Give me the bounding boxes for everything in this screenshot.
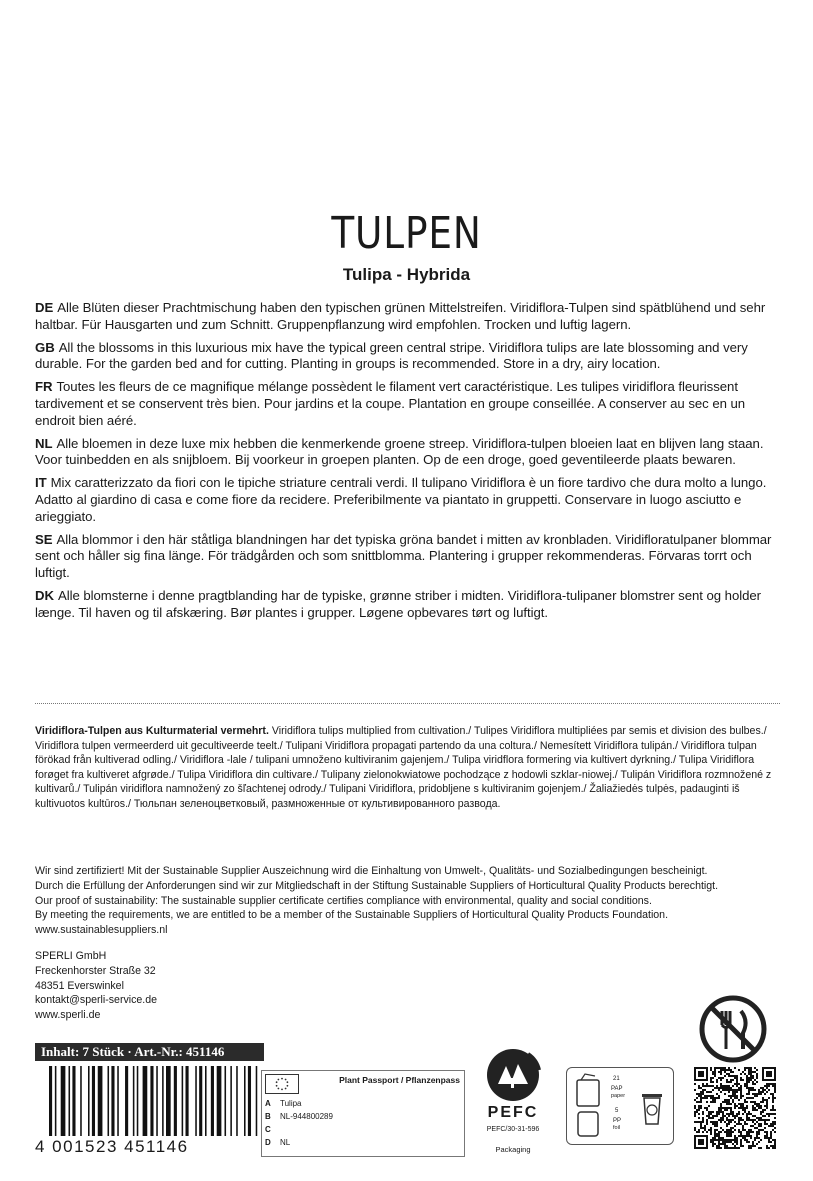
description-text: Alle Blüten dieser Prachtmischung haben den typischen grünen Mittelstreifen. Viridiflora-Tulpen sind spätblühend und sehr haltbar. Für Hausgarten und zum Schnitt. Gruppenpflanzung wird empfohlen. Trocken und luftig lagern. [35,300,766,332]
lang-code: NL [35,435,53,451]
recycling-info [566,1067,674,1145]
foil-label: foil [613,1125,621,1131]
paper-label: paper [611,1093,626,1099]
pefc-code: PEFC/30-31-596 [486,1126,540,1133]
pefc-logo-icon [478,1040,548,1110]
barcode-number: 4 001523 451146 [35,1137,189,1156]
passport-row: A Tulipa [265,1099,302,1108]
certification-block [35,864,780,938]
pefc-caption: Packaging [495,1145,531,1154]
propagation-bold: Viridiflora-Tulpen aus Kulturmaterial vermehrt. [35,725,269,737]
lang-code: DK [35,587,54,603]
plant-passport-title: Plant Passport / Pflanzenpass [339,1075,460,1085]
bag-icon [573,1072,603,1140]
pp-number: 5 [615,1108,619,1114]
lang-code: FR [35,379,53,395]
eu-flag-icon [265,1074,299,1094]
recycle-bin-icon [639,1088,665,1128]
product-subtitle: Tulipa - Hybrida [342,265,471,284]
description-text: Toutes les fleurs de ce magnifique mélange possèdent le filament vert caractéristique. Les tulipes viridiflora fleurissent tardivement et se conservent très bien. Pour jardins et la coupe. Plantation en groupe conseillée. A conserver au sec en un endroit bien aéré. [35,379,746,428]
product-title: TULPEN [331,208,482,259]
content-label: Inhalt: 7 Stück · Art.-Nr.: 451146 [35,1043,264,1061]
pap-number: 21 [613,1076,620,1082]
passport-row: C [265,1125,271,1134]
certification-line: By meeting the requirements, we are entitled to be a member of the Sustainable Suppliers of Horticultural Quality Products Foundation. [35,909,669,922]
company-address [35,949,335,1023]
company-name: SPERLI GmbH [35,950,107,962]
certification-line: Our proof of sustainability: The sustainable supplier certificate certifies compliance with environmental, quality and social conditions. [35,894,652,907]
lang-code: SE [35,531,53,547]
description-dk [35,588,780,621]
description-text: Mix caratterizzato da fiori con le tipiche striature centrali verdi. Il tulipano Viridiflora è un fiore tardivo che dura molto a lungo. Adatto al giardino di casa e come fiore da recidere. Preferibilmente va piantato in gruppetti. Conservare in luogo asciutto e arieggiato. [35,475,767,524]
pap-label: PAP [611,1086,623,1092]
description-text: Alla blommor i den här ståtliga blandningen har det typiska gröna bandet i mitten av kronbladen. Viridifloratulpaner blommar sent och håller sig fina länge. För trädgården och som snittblomma. Plantering i grupper rekommenderas. Förvaras torrt och luftigt. [35,531,772,580]
plant-passport [261,1070,465,1157]
certification-url: www.sustainablesuppliers.nl [35,924,168,937]
description-fr [35,379,780,429]
description-nl [35,436,780,469]
no-food-icon [697,993,769,1065]
passport-row: B NL-944800289 [265,1112,333,1121]
description-de [35,300,780,333]
lang-code: GB [35,339,55,355]
pp-label: PP [613,1118,622,1124]
address-city: 48351 Everswinkel [35,979,124,992]
description-gb [35,340,780,373]
lang-code: IT [35,475,47,491]
propagation-note [35,724,780,812]
certification-line: Wir sind zertifiziert! Mit der Sustainable Supplier Auszeichnung wird die Einhaltung von Umwelt-, Qualitäts- und Sozialbedingungen bescheinigt. [35,865,708,877]
description-text: Alle blomsterne i denne pragtblanding har de typiske, grønne striber i midten. Viridiflora-tulipaner blomstrer sent og holder længe. Til haven og til afskæring. Bør plantes i grupper. Løgene opbevares tørt og luftigt. [35,587,762,620]
lang-code: DE [35,300,54,315]
description-text: All the blossoms in this luxurious mix have the typical green central stripe. Viridiflora tulips are late blossoming and very durable. For the garden bed and for cutting. Planting in groups is recommended. Store in a dry, airy location. [35,339,748,372]
pefc-name: PEFC [487,1104,539,1121]
propagation-text: Viridiflora tulips multiplied from cultivation./ Tulipes Viridiflora multipliées par semis et division des bulbes./ Viridiflora tulpen vermeerderd uit gecultiveerde teelt./ Tulipani Viridiflora propagati partendo da una coltura./ Nemesített Viridiflora tulipán./ Viridiflora tulpan förökad från kultiverad odling./ Viridiflora -lale / tulipani umnoženo kultiviranim gajenjem./ Tulipa viridflora formering via kultivert dyrkning./ Tulipa Viridiflora forøget fra kultiveret afgrøde./ Tulipa Viridiflora din cultivare./ Tulipany zielonokwiatowe pochodzące z hodowli szklar-niowej./ Tulipán Viridiflora rozmnožené z kultivarů./ Tulipán viridiflora namnožený zo šľachtenej odrody./ Tulipani Viridiflora, pridobljene s kultiviranim gojenjem./ Žaliažiedės tulpės, padauginti iš kultivuotos kultūros./ Тюльпан зеленоцветковый, размноженные от культивированного развода. [35,725,772,810]
pefc-block [478,1040,548,1160]
description-list [35,300,780,628]
company-website: www.sperli.de [35,1009,101,1022]
certification-line: Durch die Erfüllung der Anforderungen sind wir zur Mitgliedschaft in der Stiftung Sustainable Suppliers of Horticultural Quality Products berechtigt. [35,879,719,892]
address-street: Freckenhorster Straße 32 [35,964,156,977]
contact-email: kontakt@sperli-service.de [35,994,158,1007]
description-text: Alle bloemen in deze luxe mix hebben die kenmerkende groene streep. Viridiflora-tulpen bloeien laat en blijven lang staan. Voor tuinbedden en als snijbloem. Bij voorkeur in groepen planten. Op de een droge, goed geventileerde plaats bewaren. [35,435,764,468]
dotted-divider [35,703,780,704]
qr-code-icon [694,1067,776,1149]
description-it [35,475,780,525]
passport-row: D NL [265,1138,291,1147]
description-se [35,532,780,582]
